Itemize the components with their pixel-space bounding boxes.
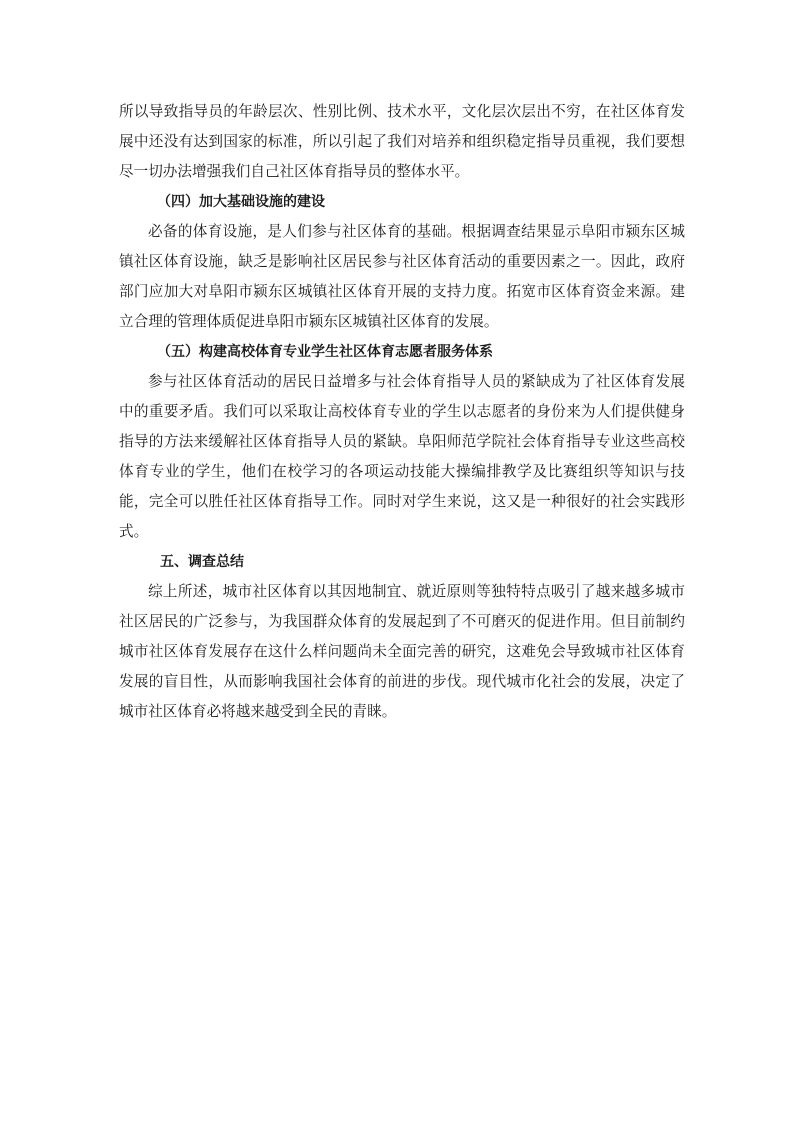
document-body xyxy=(119,97,685,727)
section-heading-volunteer-system: （五）构建高校体育专业学生社区体育志愿者服务体系 xyxy=(157,344,493,360)
paragraph-volunteer-system: 参与社区体育活动的居民日益增多与社会体育指导人员的紧缺成为了社区体育发展中的重要矛盾。我们可以采取让高校体育专业的学生以志愿者的身份来为人们提供健身指导的方法来缓解社区体育指导人员的紧缺。阜阳师范学院社会体育指导专业这些高校体育专业的学生，他们在校学习的各项运动技能大操编排教学及比赛组织等知识与技能，完全可以胜任社区体育指导工作。同时对学生来说，这又是一种很好的社会实践形式。 xyxy=(119,373,685,540)
paragraph-infrastructure: 必备的体育设施，是人们参与社区体育的基础。根据调查结果显示阜阳市颍东区城镇社区体育设施，缺乏是影响社区居民参与社区体育活动的重要因素之一。因此，政府部门应加大对阜阳市颍东区城镇社区体育开展的支持力度。拓宽市区体育资金来源。建立合理的管理体质促进阜阳市颍东区城镇社区体育的发展。 xyxy=(119,223,685,330)
paragraph-summary: 综上所述，城市社区体育以其因地制宜、就近原则等独特特点吸引了越来越多城市社区居民的广泛参与，为我国群众体育的发展起到了不可磨灭的促进作用。但目前制约城市社区体育发展存在这什么样问题尚未全面完善的研究，这难免会导致城市社区体育发展的盲目性，从而影响我国社会体育的前进的步伐。现代城市化社会的发展，决定了城市社区体育必将越来越受到全民的青睐。 xyxy=(119,583,685,720)
section-heading-infrastructure: （四）加大基础设施的建设 xyxy=(157,194,325,210)
paragraph-continuation: 所以导致指导员的年龄层次、性别比例、技术水平，文化层次层出不穷，在社区体育发展中还没有达到国家的标准，所以引起了我们对培养和组织稳定指导员重视，我们要想尽一切办法增强我们自己社区体育指导员的整体水平。 xyxy=(119,103,685,180)
section-heading-summary: 五、调查总结 xyxy=(160,554,244,570)
